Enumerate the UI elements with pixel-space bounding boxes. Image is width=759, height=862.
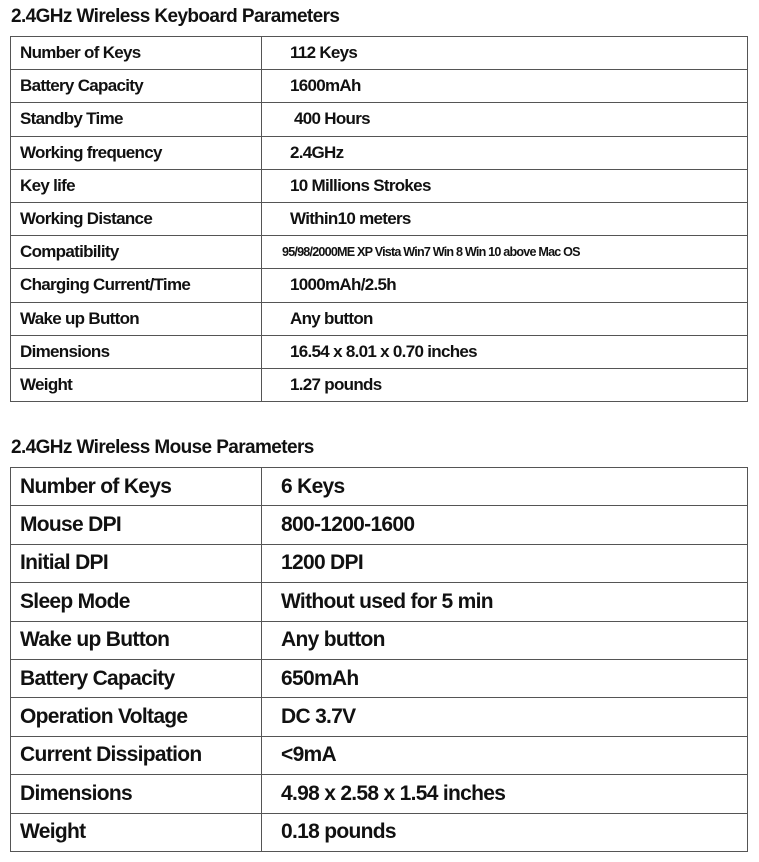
param-label: Key life xyxy=(11,169,262,202)
param-label: Standby Time xyxy=(11,103,262,136)
param-label: Weight xyxy=(11,813,262,851)
param-label: Dimensions xyxy=(11,775,262,813)
table-row xyxy=(11,236,748,269)
param-label: Operation Voltage xyxy=(11,698,262,736)
table-row xyxy=(11,368,748,401)
mouse-parameters-table xyxy=(10,467,748,852)
param-label: Number of Keys xyxy=(11,468,262,506)
param-value: Any button xyxy=(262,621,748,659)
param-value: 112 Keys xyxy=(262,37,748,70)
param-label: Wake up Button xyxy=(11,302,262,335)
table-row xyxy=(11,659,748,697)
table-row xyxy=(11,103,748,136)
param-value: 400 Hours xyxy=(262,103,748,136)
param-label: Battery Capacity xyxy=(11,70,262,103)
table-row xyxy=(11,736,748,774)
param-label: Mouse DPI xyxy=(11,506,262,544)
table-row xyxy=(11,136,748,169)
param-label: Battery Capacity xyxy=(11,659,262,697)
table-row xyxy=(11,506,748,544)
table-row xyxy=(11,775,748,813)
keyboard-parameters-table xyxy=(10,36,748,402)
param-label: Working Distance xyxy=(11,202,262,235)
table-row xyxy=(11,698,748,736)
param-label: Sleep Mode xyxy=(11,583,262,621)
mouse-parameters-title: 2.4GHz Wireless Mouse Parameters xyxy=(11,437,314,458)
table-row xyxy=(11,583,748,621)
param-value: 6 Keys xyxy=(262,468,748,506)
param-value: 10 Millions Strokes xyxy=(262,169,748,202)
param-value: 1000mAh/2.5h xyxy=(262,269,748,302)
table-row xyxy=(11,335,748,368)
table-row xyxy=(11,202,748,235)
param-value: 0.18 pounds xyxy=(262,813,748,851)
param-label: Weight xyxy=(11,368,262,401)
table-row xyxy=(11,37,748,70)
table-row xyxy=(11,269,748,302)
param-label: Compatibility xyxy=(11,236,262,269)
param-value: 1.27 pounds xyxy=(262,368,748,401)
param-label: Working frequency xyxy=(11,136,262,169)
param-label: Dimensions xyxy=(11,335,262,368)
param-value: 1600mAh xyxy=(262,70,748,103)
param-value: Within10 meters xyxy=(262,202,748,235)
param-label: Number of Keys xyxy=(11,37,262,70)
table-row xyxy=(11,544,748,582)
table-row xyxy=(11,813,748,851)
param-label: Current Dissipation xyxy=(11,736,262,774)
param-label: Wake up Button xyxy=(11,621,262,659)
table-row xyxy=(11,70,748,103)
param-value: 95/98/2000ME XP Vista Win7 Win 8 Win 10 above Mac OS xyxy=(262,236,748,269)
param-value: 1200 DPI xyxy=(262,544,748,582)
param-value: 16.54 x 8.01 x 0.70 inches xyxy=(262,335,748,368)
param-value: 650mAh xyxy=(262,659,748,697)
table-row xyxy=(11,169,748,202)
table-row xyxy=(11,302,748,335)
param-value: Without used for 5 min xyxy=(262,583,748,621)
keyboard-parameters-title: 2.4GHz Wireless Keyboard Parameters xyxy=(11,6,340,27)
param-value: 2.4GHz xyxy=(262,136,748,169)
param-value: 4.98 x 2.58 x 1.54 inches xyxy=(262,775,748,813)
table-row xyxy=(11,621,748,659)
param-value: 800-1200-1600 xyxy=(262,506,748,544)
param-label: Charging Current/Time xyxy=(11,269,262,302)
param-value: DC 3.7V xyxy=(262,698,748,736)
param-value: Any button xyxy=(262,302,748,335)
param-label: Initial DPI xyxy=(11,544,262,582)
table-row xyxy=(11,468,748,506)
param-value: <9mA xyxy=(262,736,748,774)
